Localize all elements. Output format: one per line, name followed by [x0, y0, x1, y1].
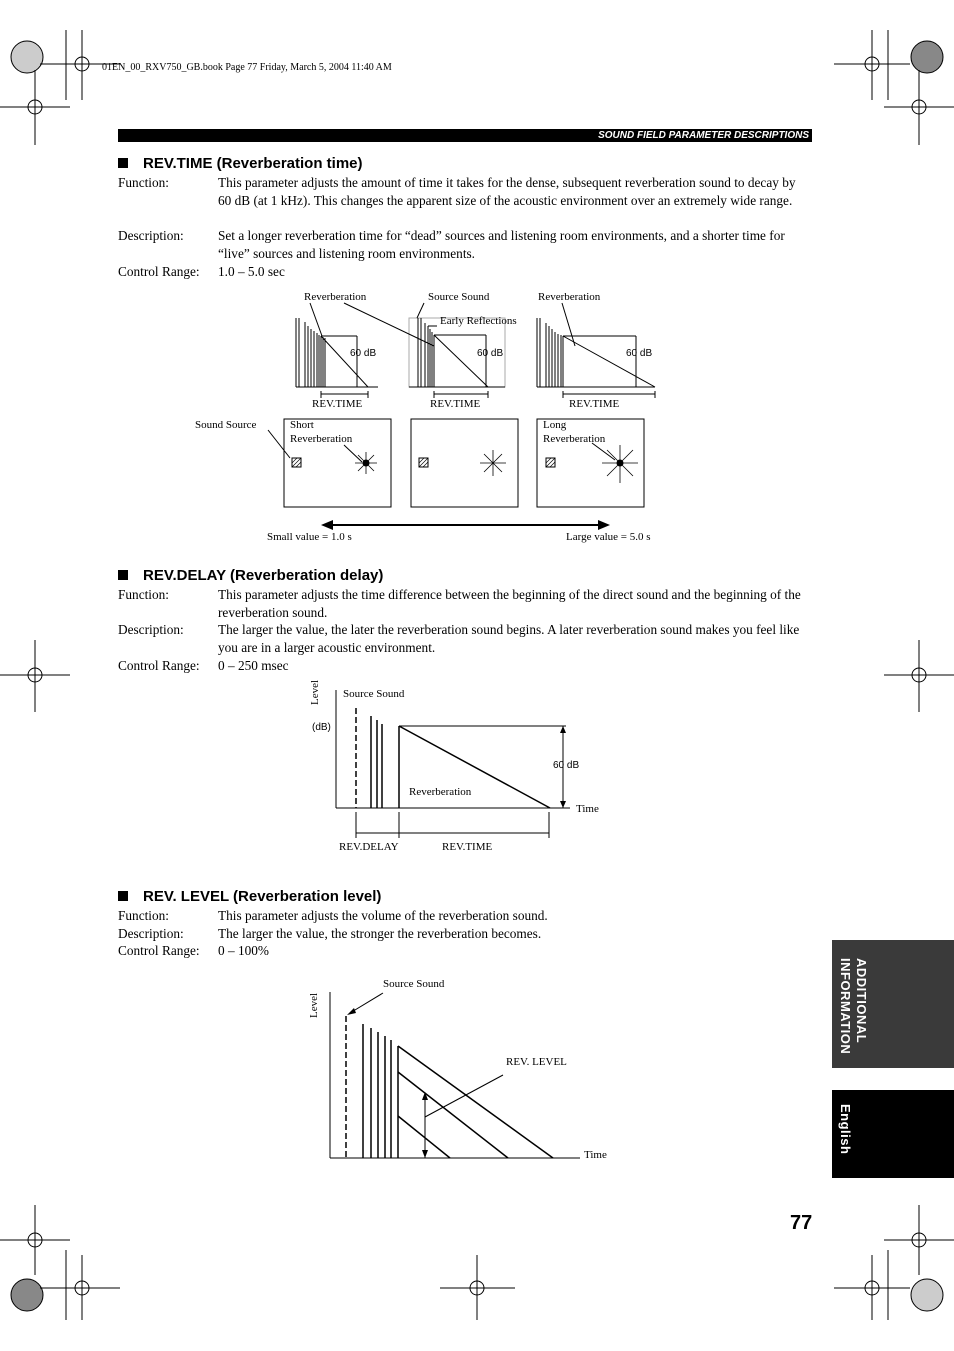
- axis-level-label-3: Level: [308, 992, 320, 1018]
- label-source-sound: Source Sound: [428, 291, 490, 303]
- range-text: 0 – 100%: [218, 943, 269, 958]
- label-rev-time-left: REV.TIME: [312, 398, 363, 410]
- label-reverberation-left: Reverberation: [304, 291, 367, 303]
- label-long-reverberation: Reverberation: [543, 433, 606, 445]
- label-rev-level: REV. LEVEL: [506, 1056, 567, 1068]
- axis-time-label-3: Time: [584, 1149, 607, 1161]
- label-60db-mid: 60 dB: [477, 348, 504, 359]
- side-tab-line-information: INFORMATION: [838, 958, 853, 1055]
- range-label: Control Range:: [118, 943, 200, 958]
- side-tab-line-additional: ADDITIONAL: [854, 958, 869, 1044]
- side-tab-english: [832, 1090, 954, 1178]
- label-source-sound-2: Source Sound: [343, 688, 405, 700]
- label-long: Long: [543, 419, 567, 431]
- function-label: Function:: [118, 175, 169, 190]
- label-rev-time-right: REV.TIME: [569, 398, 620, 410]
- label-sound-source: Sound Source: [195, 419, 257, 431]
- label-source-sound-3: Source Sound: [383, 978, 445, 990]
- range-text: 0 – 250 msec: [218, 658, 289, 673]
- rev-time-title: REV.TIME (Reverberation time): [143, 155, 363, 172]
- label-reverberation-right: Reverberation: [538, 291, 601, 303]
- label-reverberation-2: Reverberation: [409, 786, 472, 798]
- label-60db-right: 60 dB: [626, 348, 653, 359]
- axis-level-label: Level: [309, 679, 321, 705]
- label-short-reverberation: Reverberation: [290, 433, 353, 445]
- rev-delay-title: REV.DELAY (Reverberation delay): [143, 567, 384, 584]
- label-60db-left: 60 dB: [350, 348, 377, 359]
- function-label: Function:: [118, 908, 169, 923]
- label-early-reflections: Early Reflections: [440, 315, 517, 327]
- function-text: This parameter adjusts the volume of the reverberation sound.: [218, 908, 548, 923]
- range-label: Control Range:: [118, 658, 200, 673]
- function-label: Function:: [118, 587, 169, 602]
- description-label: Description:: [118, 228, 184, 243]
- label-large-value: Large value = 5.0 s: [566, 531, 651, 543]
- label-short: Short: [290, 419, 314, 431]
- description-text: The larger the value, the later the reverberation sound begins. A later reverberation sound makes you feel like you are in a larger acoustic environment.: [218, 622, 800, 655]
- label-rev-delay: REV.DELAY: [339, 841, 399, 853]
- rev-level-title: REV. LEVEL (Reverberation level): [143, 888, 382, 905]
- description-text: Set a longer reverberation time for “dead” sources and listening room environments, and a shorter time for “live” sources and listening room environments.: [218, 228, 785, 261]
- description-label: Description:: [118, 926, 184, 941]
- axis-db-label: (dB): [312, 722, 331, 733]
- page-number: 77: [790, 1212, 813, 1234]
- label-small-value: Small value = 1.0 s: [267, 531, 352, 543]
- axis-time-label: Time: [576, 803, 599, 815]
- range-text: 1.0 – 5.0 sec: [218, 264, 285, 279]
- label-rev-time-2: REV.TIME: [442, 841, 493, 853]
- range-label: Control Range:: [118, 264, 200, 279]
- side-tab-english-label: English: [838, 1104, 853, 1155]
- side-tab-additional-information: [832, 940, 954, 1068]
- book-info: 01EN_00_RXV750_GB.book Page 77 Friday, March 5, 2004 11:40 AM: [102, 62, 392, 73]
- function-text: This parameter adjusts the time difference between the beginning of the direct sound and the beginning of the reverberation sound.: [218, 587, 801, 620]
- function-text: This parameter adjusts the amount of time it takes for the dense, subsequent reverberation sound to decay by 60 dB (at 1 kHz). This changes the apparent size of the acoustic environment over an extremely wide range.: [218, 175, 796, 208]
- description-label: Description:: [118, 622, 184, 637]
- description-text: The larger the value, the stronger the reverberation becomes.: [218, 926, 542, 941]
- header-title: SOUND FIELD PARAMETER DESCRIPTIONS: [598, 130, 809, 141]
- label-60db-2: 60 dB: [553, 760, 580, 771]
- label-rev-time-mid: REV.TIME: [430, 398, 481, 410]
